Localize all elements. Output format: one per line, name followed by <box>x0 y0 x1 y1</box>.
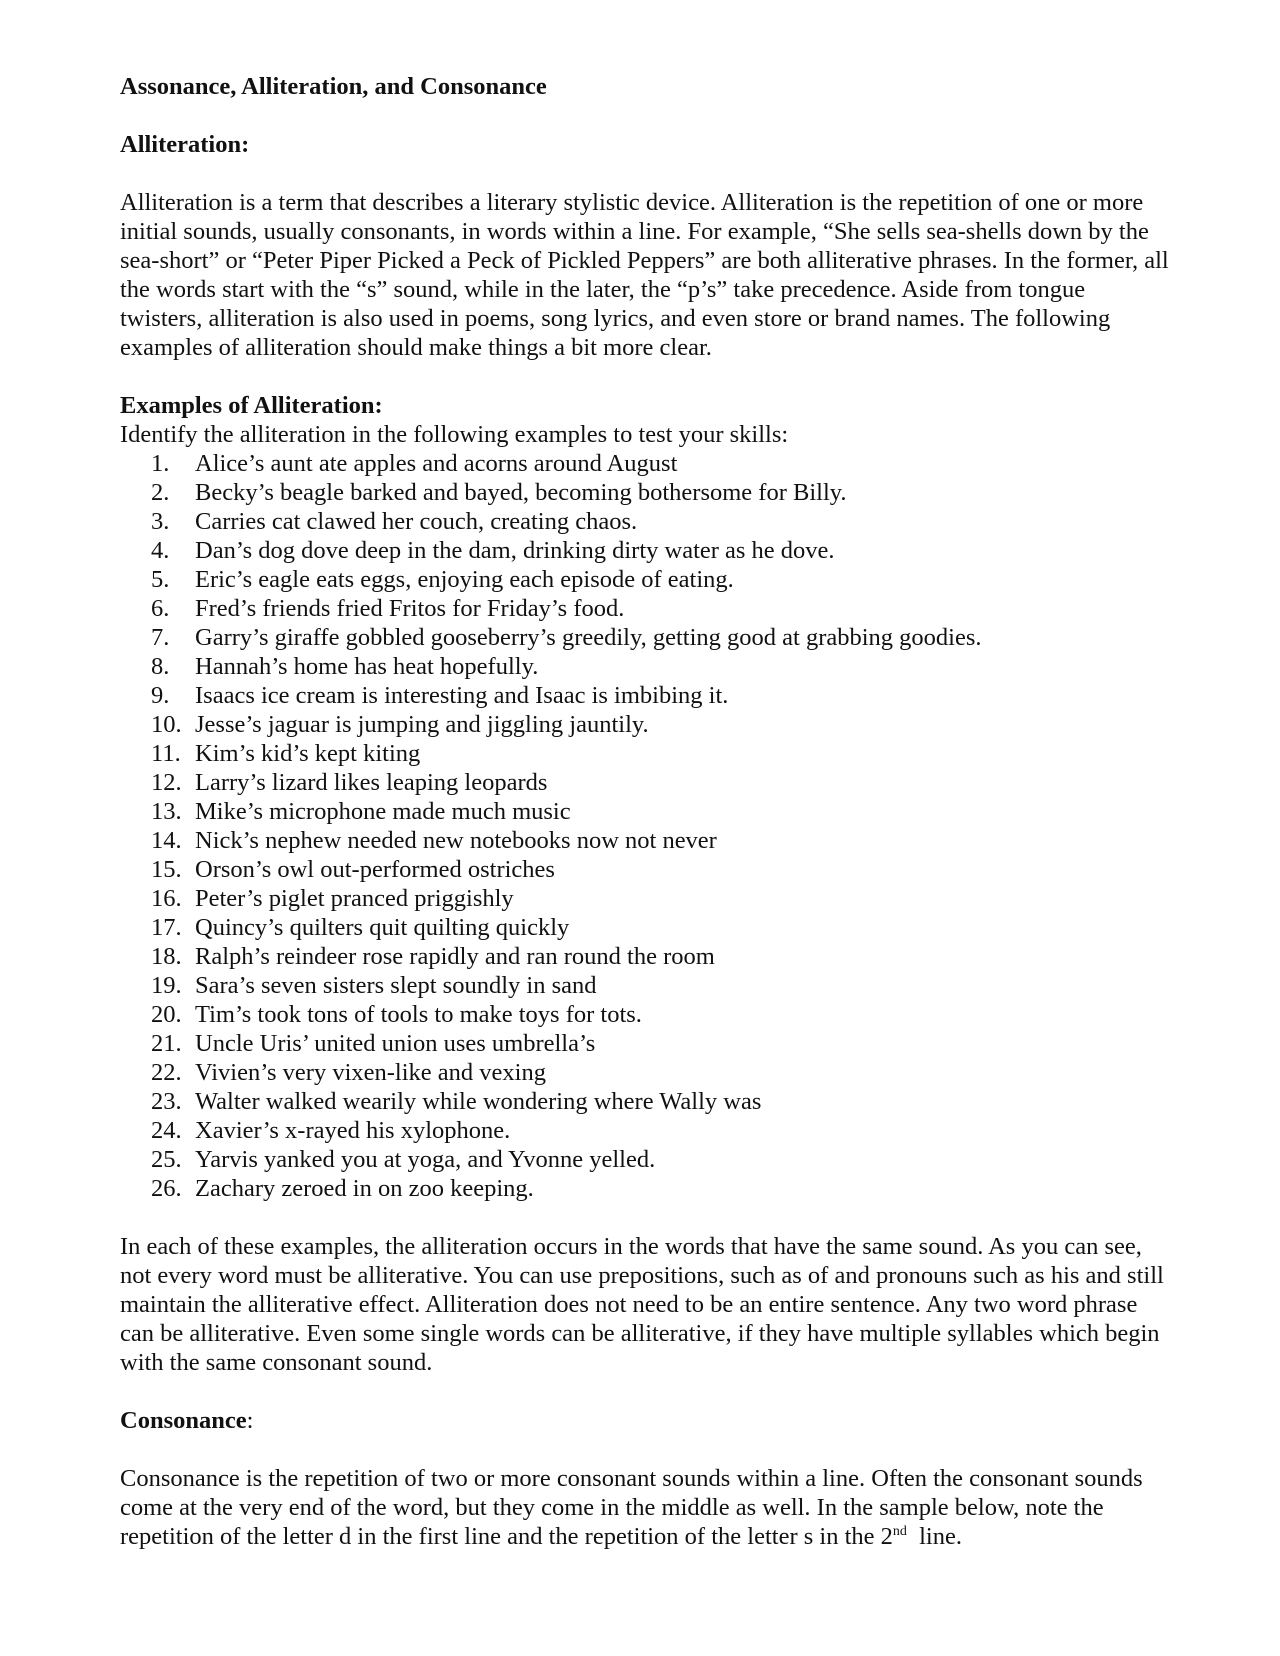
example-text: Quincy’s quilters quit quilting quickly <box>195 914 570 941</box>
example-number: 3. <box>151 508 170 535</box>
example-number-cell <box>120 449 195 478</box>
example-text: Walter walked wearily while wondering where Wally was <box>195 1088 762 1115</box>
example-number-cell <box>120 1087 195 1116</box>
example-number-cell <box>120 710 195 739</box>
example-item <box>120 449 1170 478</box>
alliteration-paragraph: Alliteration is a term that describes a literary stylistic device. Alliteration is the repetition of one or more initial sounds, usually consonants, in words within a line. For example, “She sells sea-shells down by the sea-short” or “Peter Piper Picked a Peck of Pickled Peppers” are both alliterative phrases. In the former, all the words start with the “s” sound, while in the later, the “p’s” take precedence. Aside from tongue twisters, alliteration is also used in poems, song lyrics, and even store or brand names. The following examples of alliteration should make things a bit more clear. <box>120 189 1169 361</box>
examples-closing-paragraph: In each of these examples, the alliteration occurs in the words that have the same sound. As you can see, not every word must be alliterative. You can use prepositions, such as of and pronouns such as his and still maintain the alliterative effect. Alliteration does not need to be an entire sentence. Any two word phrase can be alliterative. Even some single words can be alliterative, if they have multiple syllables which begin with the same consonant sound. <box>120 1233 1164 1376</box>
example-number-cell <box>120 681 195 710</box>
example-number-cell <box>120 507 195 536</box>
example-text: Larry’s lizard likes leaping leopards <box>195 769 548 796</box>
consonance-paragraph <box>120 1464 1170 1551</box>
example-number: 21. <box>151 1030 182 1057</box>
example-item <box>120 855 1170 884</box>
example-text: Ralph’s reindeer rose rapidly and ran round the room <box>195 943 715 970</box>
examples-intro: Identify the alliteration in the following examples to test your skills: <box>120 421 789 448</box>
example-item <box>120 478 1170 507</box>
example-number-cell <box>120 536 195 565</box>
example-item <box>120 797 1170 826</box>
example-item <box>120 623 1170 652</box>
example-number: 16. <box>151 885 182 912</box>
example-number: 18. <box>151 943 182 970</box>
example-number-cell <box>120 1174 195 1203</box>
example-item <box>120 913 1170 942</box>
example-number-cell <box>120 768 195 797</box>
example-text: Orson’s owl out-performed ostriches <box>195 856 555 883</box>
ordinal-superscript: nd <box>892 1523 907 1539</box>
example-number: 4. <box>151 537 170 564</box>
example-text: Carries cat clawed her couch, creating chaos. <box>195 508 638 535</box>
example-text: Mike’s microphone made much music <box>195 798 571 825</box>
example-item <box>120 536 1170 565</box>
example-text: Alice’s aunt ate apples and acorns around August <box>195 450 678 477</box>
example-text: Yarvis yanked you at yoga, and Yvonne yelled. <box>195 1146 656 1173</box>
document-title: Assonance, Alliteration, and Consonance <box>120 73 547 100</box>
example-item <box>120 1116 1170 1145</box>
example-number: 22. <box>151 1059 182 1086</box>
example-number-cell <box>120 855 195 884</box>
example-item <box>120 710 1170 739</box>
example-number: 24. <box>151 1117 182 1144</box>
example-number: 13. <box>151 798 182 825</box>
example-number-cell <box>120 594 195 623</box>
example-item <box>120 681 1170 710</box>
examples-heading: Examples of Alliteration: <box>120 392 383 419</box>
example-number: 12. <box>151 769 182 796</box>
example-text: Becky’s beagle barked and bayed, becoming bothersome for Billy. <box>195 479 847 506</box>
example-number-cell <box>120 884 195 913</box>
example-text: Uncle Uris’ united union uses umbrella’s <box>195 1030 596 1057</box>
example-item <box>120 1058 1170 1087</box>
example-number-cell <box>120 623 195 652</box>
example-number: 9. <box>151 682 170 709</box>
example-number: 15. <box>151 856 182 883</box>
example-text: Zachary zeroed in on zoo keeping. <box>195 1175 534 1202</box>
example-number-cell <box>120 739 195 768</box>
example-number-cell <box>120 1000 195 1029</box>
consonance-paragraph-end: line. <box>906 1523 962 1550</box>
example-text: Sara’s seven sisters slept soundly in sand <box>195 972 597 999</box>
example-number: 2. <box>151 479 170 506</box>
example-number: 10. <box>151 711 182 738</box>
example-number: 1. <box>151 450 170 477</box>
example-number-cell <box>120 826 195 855</box>
example-text: Eric’s eagle eats eggs, enjoying each episode of eating. <box>195 566 734 593</box>
example-number-cell <box>120 1145 195 1174</box>
example-number: 11. <box>151 740 181 767</box>
example-item <box>120 942 1170 971</box>
example-text: Kim’s kid’s kept kiting <box>195 740 421 767</box>
example-text: Peter’s piglet pranced priggishly <box>195 885 514 912</box>
example-number: 20. <box>151 1001 182 1028</box>
example-number-cell <box>120 652 195 681</box>
example-text: Nick’s nephew needed new notebooks now not never <box>195 827 717 854</box>
example-number: 7. <box>151 624 170 651</box>
example-item <box>120 1145 1170 1174</box>
example-text: Isaacs ice cream is interesting and Isaac is imbibing it. <box>195 682 729 709</box>
examples-list <box>120 449 1170 1203</box>
example-number-cell <box>120 1058 195 1087</box>
example-number-cell <box>120 565 195 594</box>
example-number: 6. <box>151 595 170 622</box>
example-text: Xavier’s x-rayed his xylophone. <box>195 1117 511 1144</box>
example-text: Garry’s giraffe gobbled gooseberry’s greedily, getting good at grabbing goodies. <box>195 624 982 651</box>
example-text: Dan’s dog dove deep in the dam, drinking dirty water as he dove. <box>195 537 835 564</box>
example-number: 23. <box>151 1088 182 1115</box>
example-number: 14. <box>151 827 182 854</box>
example-item <box>120 768 1170 797</box>
example-number: 8. <box>151 653 170 680</box>
example-text: Tim’s took tons of tools to make toys for tots. <box>195 1001 642 1028</box>
example-item <box>120 1174 1170 1203</box>
example-item <box>120 594 1170 623</box>
example-item <box>120 652 1170 681</box>
example-item <box>120 565 1170 594</box>
consonance-heading-colon: : <box>246 1407 254 1434</box>
consonance-heading-text: Consonance <box>120 1407 247 1434</box>
example-text: Fred’s friends fried Fritos for Friday’s food. <box>195 595 625 622</box>
alliteration-heading: Alliteration: <box>120 131 250 158</box>
example-number: 5. <box>151 566 170 593</box>
example-item <box>120 739 1170 768</box>
example-number-cell <box>120 971 195 1000</box>
example-number-cell <box>120 942 195 971</box>
example-item <box>120 884 1170 913</box>
example-item <box>120 971 1170 1000</box>
example-number: 26. <box>151 1175 182 1202</box>
example-number: 19. <box>151 972 182 999</box>
example-item <box>120 507 1170 536</box>
example-number: 25. <box>151 1146 182 1173</box>
example-item <box>120 1029 1170 1058</box>
example-number-cell <box>120 797 195 826</box>
example-number-cell <box>120 1116 195 1145</box>
example-number: 17. <box>151 914 182 941</box>
example-item <box>120 1087 1170 1116</box>
example-item <box>120 1000 1170 1029</box>
example-number-cell <box>120 1029 195 1058</box>
example-text: Jesse’s jaguar is jumping and jiggling jauntily. <box>195 711 649 738</box>
example-number-cell <box>120 913 195 942</box>
consonance-heading <box>120 1406 1170 1435</box>
example-text: Vivien’s very vixen-like and vexing <box>195 1059 546 1086</box>
example-number-cell <box>120 478 195 507</box>
example-text: Hannah’s home has heat hopefully. <box>195 653 539 680</box>
consonance-paragraph-text: Consonance is the repetition of two or more consonant sounds within a line. Often the consonant sounds come at the very end of the word, but they come in the middle as well. In the sample below, note the repetition of the letter d in the first line and the repetition of the letter s in the 2 <box>120 1465 1143 1550</box>
example-item <box>120 826 1170 855</box>
